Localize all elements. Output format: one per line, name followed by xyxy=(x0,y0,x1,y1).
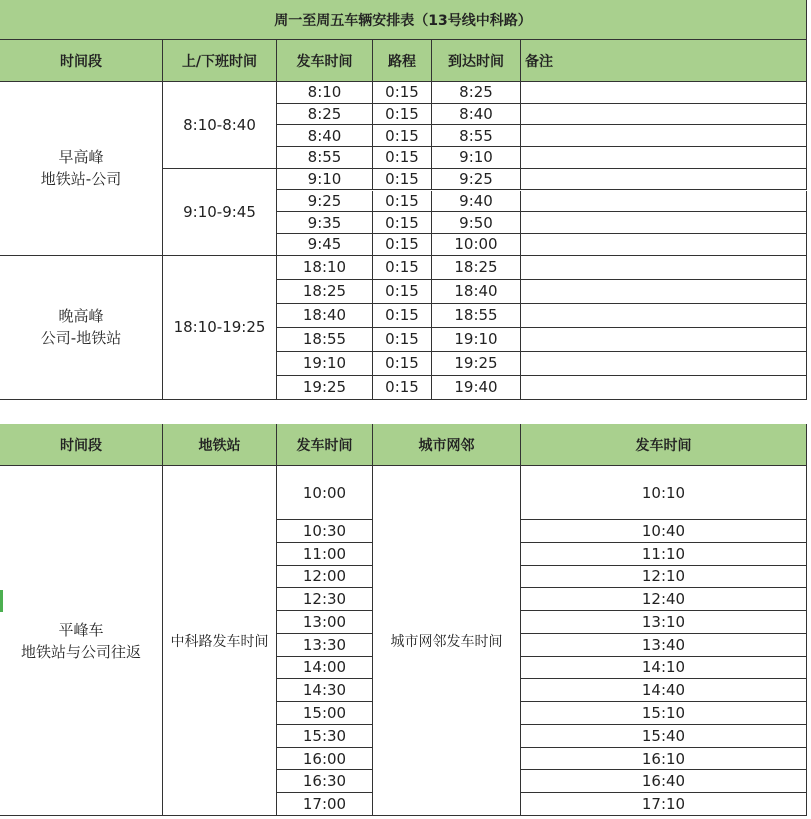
neighbor-depart-time: 12:40 xyxy=(521,588,807,611)
period-cell-offpeak xyxy=(0,466,163,816)
arrive-time: 9:10 xyxy=(432,147,521,169)
duration: 0:15 xyxy=(373,376,432,400)
period-cell xyxy=(0,82,163,256)
duration: 0:15 xyxy=(373,104,432,126)
neighbor-depart-time: 14:40 xyxy=(521,679,807,702)
period-line2: 地铁站与公司往返 xyxy=(20,642,141,661)
note-cell[interactable] xyxy=(521,125,807,147)
depart-time: 18:25 xyxy=(277,280,373,304)
arrive-time: 9:40 xyxy=(432,191,521,213)
note-cell[interactable] xyxy=(521,191,807,213)
header-duration: 路程 xyxy=(373,40,432,82)
note-cell[interactable] xyxy=(521,147,807,169)
duration: 0:15 xyxy=(373,147,432,169)
period-line2: 地铁站-公司 xyxy=(40,170,122,189)
period-cell xyxy=(0,256,163,400)
note-cell[interactable] xyxy=(521,104,807,126)
note-cell[interactable] xyxy=(521,328,807,352)
neighbor-depart-time: 15:10 xyxy=(521,702,807,725)
duration: 0:15 xyxy=(373,212,432,234)
period-line1: 早高峰 xyxy=(58,148,104,167)
depart-time: 18:10 xyxy=(277,256,373,280)
selection-marker xyxy=(0,590,3,612)
neighbor-depart-time: 12:10 xyxy=(521,566,807,589)
station-depart-time: 16:00 xyxy=(277,748,373,771)
header-neighbor: 城市网邻 xyxy=(373,424,521,466)
neighbor-depart-time: 14:10 xyxy=(521,657,807,680)
neighbor-label: 城市网邻发车时间 xyxy=(373,466,521,816)
neighbor-depart-time: 11:10 xyxy=(521,543,807,566)
station-depart-time: 10:30 xyxy=(277,520,373,543)
period-line1: 晚高峰 xyxy=(58,307,104,326)
shift-cell: 9:10-9:45 xyxy=(163,169,277,256)
period-line2: 公司-地铁站 xyxy=(40,329,122,348)
shift-cell: 18:10-19:25 xyxy=(163,256,277,400)
duration: 0:15 xyxy=(373,328,432,352)
shift-cell: 8:10-8:40 xyxy=(163,82,277,169)
arrive-time: 19:40 xyxy=(432,376,521,400)
station-depart-time: 12:30 xyxy=(277,588,373,611)
duration: 0:15 xyxy=(373,82,432,104)
header-depart: 发车时间 xyxy=(277,40,373,82)
header-period: 时间段 xyxy=(0,40,163,82)
station-depart-time: 13:00 xyxy=(277,611,373,634)
arrive-time: 19:25 xyxy=(432,352,521,376)
station-depart-time: 13:30 xyxy=(277,634,373,657)
depart-time: 18:55 xyxy=(277,328,373,352)
station-depart-time: 11:00 xyxy=(277,543,373,566)
note-cell[interactable] xyxy=(521,304,807,328)
header-shift: 上/下班时间 xyxy=(163,40,277,82)
arrive-time: 18:40 xyxy=(432,280,521,304)
neighbor-depart-time: 13:10 xyxy=(521,611,807,634)
depart-time: 19:25 xyxy=(277,376,373,400)
station-depart-time: 17:00 xyxy=(277,793,373,816)
depart-time: 18:40 xyxy=(277,304,373,328)
station-depart-time: 10:00 xyxy=(277,466,373,520)
duration: 0:15 xyxy=(373,280,432,304)
neighbor-depart-time: 13:40 xyxy=(521,634,807,657)
station-label: 中科路发车时间 xyxy=(163,466,277,816)
header-station: 地铁站 xyxy=(163,424,277,466)
note-cell[interactable] xyxy=(521,376,807,400)
arrive-time: 8:55 xyxy=(432,125,521,147)
depart-time: 8:55 xyxy=(277,147,373,169)
neighbor-depart-time: 16:10 xyxy=(521,748,807,771)
duration: 0:15 xyxy=(373,234,432,256)
note-cell[interactable] xyxy=(521,234,807,256)
arrive-time: 8:40 xyxy=(432,104,521,126)
neighbor-depart-time: 17:10 xyxy=(521,793,807,816)
table1-title: 周一至周五车辆安排表（13号线中科路） xyxy=(0,0,807,40)
note-cell[interactable] xyxy=(521,352,807,376)
neighbor-depart-time: 10:40 xyxy=(521,520,807,543)
header-note: 备注 xyxy=(521,40,807,82)
note-cell[interactable] xyxy=(521,212,807,234)
arrive-time: 10:00 xyxy=(432,234,521,256)
header-depart-2: 发车时间 xyxy=(521,424,807,466)
depart-time: 8:40 xyxy=(277,125,373,147)
station-depart-time: 16:30 xyxy=(277,770,373,793)
header-period: 时间段 xyxy=(0,424,163,466)
duration: 0:15 xyxy=(373,191,432,213)
station-depart-time: 15:00 xyxy=(277,702,373,725)
station-depart-time: 14:00 xyxy=(277,657,373,680)
depart-time: 8:25 xyxy=(277,104,373,126)
arrive-time: 8:25 xyxy=(432,82,521,104)
note-cell[interactable] xyxy=(521,82,807,104)
station-depart-time: 15:30 xyxy=(277,725,373,748)
depart-time: 8:10 xyxy=(277,82,373,104)
header-depart: 发车时间 xyxy=(277,424,373,466)
duration: 0:15 xyxy=(373,169,432,191)
note-cell[interactable] xyxy=(521,169,807,191)
neighbor-depart-time: 15:40 xyxy=(521,725,807,748)
period-line1: 平峰车 xyxy=(58,620,104,639)
duration: 0:15 xyxy=(373,352,432,376)
depart-time: 9:10 xyxy=(277,169,373,191)
neighbor-depart-time: 10:10 xyxy=(521,466,807,520)
note-cell[interactable] xyxy=(521,256,807,280)
depart-time: 19:10 xyxy=(277,352,373,376)
depart-time: 9:25 xyxy=(277,191,373,213)
arrive-time: 18:25 xyxy=(432,256,521,280)
header-arrive: 到达时间 xyxy=(432,40,521,82)
station-depart-time: 14:30 xyxy=(277,679,373,702)
arrive-time: 9:25 xyxy=(432,169,521,191)
station-depart-time: 12:00 xyxy=(277,566,373,589)
neighbor-depart-time: 16:40 xyxy=(521,770,807,793)
duration: 0:15 xyxy=(373,256,432,280)
depart-time: 9:45 xyxy=(277,234,373,256)
arrive-time: 18:55 xyxy=(432,304,521,328)
arrive-time: 9:50 xyxy=(432,212,521,234)
duration: 0:15 xyxy=(373,125,432,147)
depart-time: 9:35 xyxy=(277,212,373,234)
note-cell[interactable] xyxy=(521,280,807,304)
arrive-time: 19:10 xyxy=(432,328,521,352)
duration: 0:15 xyxy=(373,304,432,328)
